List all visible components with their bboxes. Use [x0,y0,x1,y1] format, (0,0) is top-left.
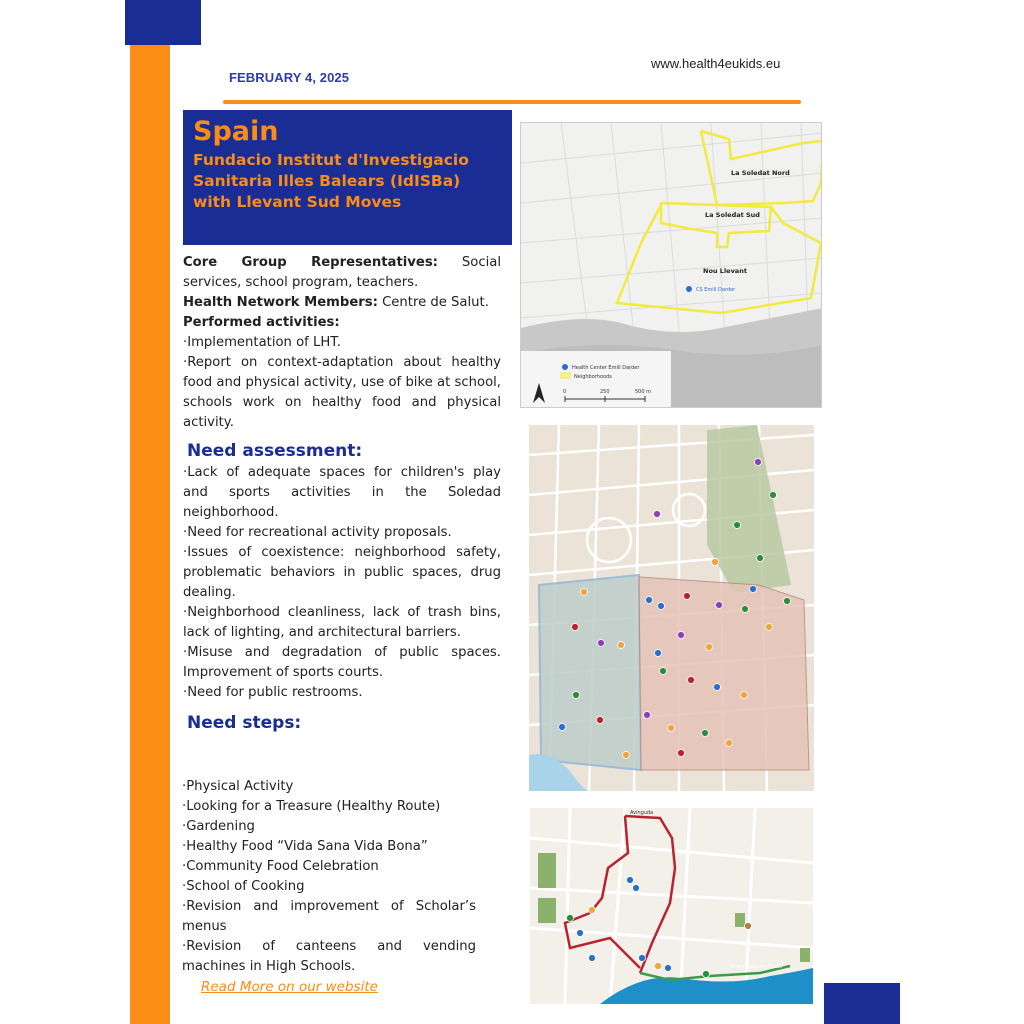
health-network-paragraph [183,293,501,313]
health-center-icon [686,286,692,292]
step-item: ·Revision of canteens and vending machines in High Schools. [182,939,476,974]
assessment-item: ·Need for public restrooms. [183,685,363,700]
route-label: Avinguda [630,810,654,816]
step-item: ·Revision and improvement of Scholar’s menus [182,899,476,934]
park-area [538,853,556,888]
blue-zone [539,575,641,770]
publication-date: FEBRUARY 4, 2025 [229,70,350,85]
activities-label: Performed activities: [183,315,340,330]
park-area [538,898,556,923]
need-steps-heading: Need steps: [187,713,302,733]
country-title: Spain [193,116,279,147]
blue-corner-decoration-bottom [824,983,900,1024]
step-item: ·Healthy Food “Vida Sana Vida Bona” [182,839,428,854]
org-line-2: Sanitaria Illes Balears (IdISBa) [193,172,461,190]
title-box [183,110,512,245]
activity-item: ·Report on context-adaptation about healthy food and physical activity, use of bike at school, schools work on healthy food and physical activity. [183,355,501,430]
health-network-label: Health Network Members: [183,295,378,310]
label-cs-emili-darder: CS Emili Darder [696,287,736,293]
assessment-item: ·Neighborhood cleanliness, lack of trash bins, lack of lighting, and architectural barriers. [183,605,501,640]
need-steps-list [182,777,476,977]
assets-map-svg [529,425,814,791]
legend-neighborhood-swatch [561,373,570,378]
scale-end: 500 m [635,389,652,395]
blue-corner-decoration-top [125,0,201,45]
step-item: ·Community Food Celebration [182,859,379,874]
scale-zero: 0 [563,389,567,395]
assessment-item: ·Need for recreational activity proposals. [183,525,452,540]
legend-health-center-icon [562,364,568,370]
org-line-3: with Llevant Sud Moves [193,193,402,211]
community-assets-map [529,425,814,791]
read-more-link[interactable]: Read More on our website [201,979,378,995]
orange-side-stripe [130,45,170,1024]
header-divider [223,100,801,104]
healthy-route-map [530,808,813,1004]
organization-title [193,150,502,213]
label-soledat-nord: La Soledat Nord [731,169,790,177]
route-label: Vicari Joaquim Fuster [730,964,783,970]
step-item: ·Physical Activity [182,779,294,794]
core-group-value: Social services, school program, teachers. [183,255,501,290]
legend-neighborhoods-label: Neighborhoods [574,374,612,380]
label-soledat-sud: La Soledat Sud [705,211,760,219]
core-group-paragraph [183,253,501,293]
need-assessment-heading: Need assessment: [187,441,363,461]
step-item: ·Looking for a Treasure (Healthy Route) [182,799,441,814]
step-item: ·Gardening [182,819,255,834]
boundary-map-svg [521,123,822,408]
label-nou-llevant: Nou Llevant [703,267,747,275]
assessment-item: ·Issues of coexistence: neighborhood safety, problematic behaviors in public spaces, drug dealing. [183,545,501,600]
main-text-column [183,253,501,735]
scale-mid: 250 [600,389,610,395]
legend-health-center-label: Health Center Emili Darder [572,365,640,371]
assessment-item: ·Misuse and degradation of public spaces. Improvement of sports courts. [183,645,501,680]
health-network-value: Centre de Salut. [377,295,489,310]
activity-item: ·Implementation of LHT. [183,335,341,350]
neighborhood-boundary-map [520,122,822,408]
assessment-item: ·Lack of adequate spaces for children's play and sports activities in the Soledad neighborhood. [183,465,501,520]
route-map-svg [530,808,813,1004]
step-item: ·School of Cooking [182,879,305,894]
core-group-label: Core Group Representatives: [183,255,438,270]
website-url[interactable]: www.health4eukids.eu [651,56,781,71]
org-line-1: Fundacio Institut d'Investigacio [193,151,469,169]
